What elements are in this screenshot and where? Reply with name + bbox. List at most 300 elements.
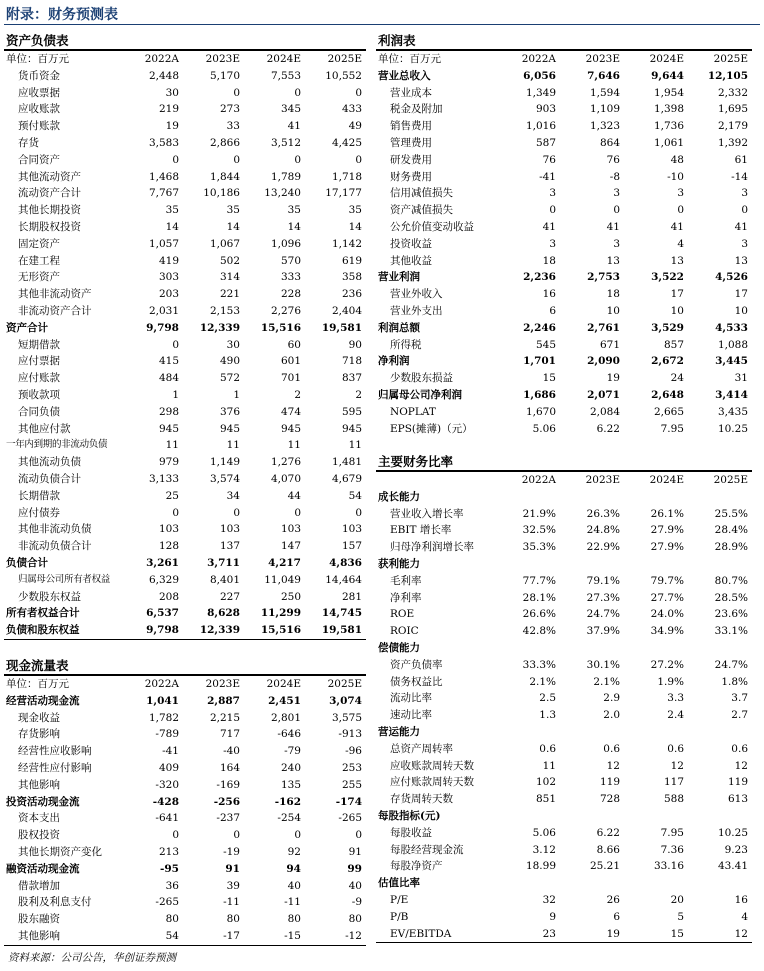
cell-value: 41	[606, 220, 620, 233]
table-row	[4, 387, 366, 404]
cell-value: 701	[280, 372, 301, 385]
table-row	[376, 152, 752, 169]
table-row	[376, 118, 752, 135]
table-row	[376, 522, 752, 539]
cell-value: 43.41	[717, 860, 748, 873]
cell-value: 3	[741, 187, 748, 200]
cell-value: 11,049	[264, 573, 301, 586]
row-label: 长期股权投资	[18, 220, 81, 233]
cell-value: 90	[348, 338, 362, 351]
cell-value: 570	[280, 254, 301, 267]
cell-value: 255	[341, 778, 362, 791]
cell-value: 14,464	[325, 573, 362, 586]
cell-value: 24.7%	[714, 658, 748, 671]
cell-value: 15,516	[260, 321, 301, 334]
balance-sheet-table	[4, 51, 366, 639]
cell-value: 18	[606, 288, 620, 301]
cell-value: 35	[287, 204, 301, 217]
cell-value: 3,574	[209, 472, 240, 485]
row-label: 现金收益	[18, 711, 60, 724]
cell-value: 2.1%	[529, 675, 556, 688]
cell-value: 39	[226, 879, 240, 892]
table-row	[376, 185, 752, 202]
cell-value: 1,349	[525, 86, 556, 99]
cell-value: 6,329	[148, 573, 179, 586]
row-label: EBIT 增长率	[390, 524, 452, 537]
row-label: 长期借款	[18, 489, 60, 502]
cell-value: 250	[280, 590, 301, 603]
income-statement-title: 利润表	[376, 31, 752, 51]
row-label: 短期借款	[18, 338, 60, 351]
cell-value: 34.9%	[650, 625, 684, 638]
cell-value: 0.6	[603, 742, 620, 755]
cell-value: 945	[219, 422, 240, 435]
cell-value: -14	[731, 170, 748, 183]
cell-value: 4	[677, 237, 684, 250]
table-row	[376, 489, 752, 506]
cell-value: 1,718	[331, 170, 362, 183]
table-row	[376, 556, 752, 573]
cell-value: -40	[223, 745, 240, 758]
row-label: 经营性应收影响	[18, 745, 92, 758]
table-row	[4, 555, 366, 572]
cell-value: 213	[158, 845, 179, 858]
cell-value: 0	[355, 86, 362, 99]
cell-value: 92	[287, 845, 301, 858]
cell-value: 1.3	[539, 709, 556, 722]
cell-value: 26.1%	[650, 507, 684, 520]
cell-value: 41	[670, 220, 684, 233]
cell-value: 61	[734, 153, 748, 166]
cell-value	[688, 489, 752, 506]
row-label: 税金及附加	[390, 103, 443, 116]
row-label: 成长能力	[378, 490, 420, 503]
table-row	[376, 758, 752, 775]
table-row	[376, 573, 752, 590]
table-row	[376, 337, 752, 354]
cell-value: 4,070	[270, 472, 301, 485]
cell-value: 76	[542, 153, 556, 166]
row-label: 资本支出	[18, 812, 60, 825]
year-header: 2022A	[521, 53, 556, 65]
cell-value: 3	[549, 237, 556, 250]
cell-value: 595	[341, 405, 362, 418]
cell-value: 333	[280, 271, 301, 284]
cell-value: 601	[280, 355, 301, 368]
cell-value: 10,186	[203, 187, 240, 200]
cell-value: 28.5%	[714, 591, 748, 604]
cell-value: 3,512	[270, 136, 301, 149]
row-label: 非流动资产合计	[18, 304, 92, 317]
table-row	[376, 690, 752, 707]
row-label: 偿债能力	[378, 641, 420, 654]
cell-value: 5.06	[532, 826, 556, 839]
cell-value: 2,448	[148, 69, 179, 82]
cell-value: 60	[287, 338, 301, 351]
cell-value: -79	[284, 745, 301, 758]
cell-value: 2,031	[148, 304, 179, 317]
cell-value: 25.5%	[714, 507, 748, 520]
cell-value: 36	[165, 879, 179, 892]
cell-value: 3	[613, 187, 620, 200]
cell-value: 27.2%	[650, 658, 684, 671]
cell-value: 2,084	[589, 405, 620, 418]
cell-value: 15	[542, 372, 556, 385]
row-label: 归属母公司净利润	[378, 388, 462, 401]
row-label: 估值比率	[378, 877, 420, 890]
ratios-bottom-rule	[376, 942, 752, 943]
cell-value: 9,798	[146, 321, 179, 334]
cell-value: 2	[355, 388, 362, 401]
row-label: 投资收益	[390, 237, 432, 250]
cell-value: 221	[219, 288, 240, 301]
table-row	[4, 303, 366, 320]
cell-value: 16	[734, 893, 748, 906]
cell-value: 28.9%	[714, 541, 748, 554]
cell-value: 314	[219, 271, 240, 284]
cell-value: 14	[348, 220, 362, 233]
cell-value: 6.22	[596, 826, 620, 839]
cell-value: 0	[549, 204, 556, 217]
table-row	[4, 861, 366, 878]
table-row	[376, 724, 752, 741]
table-row	[4, 152, 366, 169]
cell-value	[560, 875, 624, 892]
cell-value: 945	[158, 422, 179, 435]
cell-value: 718	[341, 355, 362, 368]
cell-value: 419	[158, 254, 179, 267]
row-label: 负债和股东权益	[6, 624, 80, 637]
row-label: 归母净利润增长率	[390, 541, 474, 554]
cell-value: 2,866	[209, 136, 240, 149]
table-row	[376, 606, 752, 623]
cell-value: 26.3%	[586, 507, 620, 520]
cell-value: 2,648	[651, 388, 684, 401]
cell-value: 10	[670, 304, 684, 317]
row-label: 营业收入增长率	[390, 507, 464, 520]
ratios-title: 主要财务比率	[376, 452, 752, 472]
cell-value: 2,665	[653, 405, 684, 418]
cell-value: 41	[734, 220, 748, 233]
table-row	[376, 404, 752, 421]
cell-value: 728	[599, 793, 620, 806]
cell-value: 80.7%	[714, 574, 748, 587]
cell-value: 0	[172, 153, 179, 166]
cell-value: 1,398	[653, 103, 684, 116]
row-label: 债务权益比	[390, 675, 443, 688]
cell-value: 3.7	[731, 692, 748, 705]
cell-value: 1,096	[270, 237, 301, 250]
row-label: 每股净资产	[390, 860, 443, 873]
table-row	[376, 657, 752, 674]
cell-value: -789	[155, 728, 179, 741]
cell-value	[496, 808, 560, 825]
cashflow-panel	[4, 656, 366, 946]
cell-value: -11	[284, 896, 301, 909]
cell-value: 1,468	[148, 170, 179, 183]
cell-value: 2,090	[587, 355, 620, 368]
row-label: 存货影响	[18, 728, 60, 741]
cell-value: 25.21	[589, 860, 620, 873]
cell-value: 7.95	[660, 826, 684, 839]
cell-value: 135	[280, 778, 301, 791]
cell-value: 851	[535, 793, 556, 806]
income-statement-panel	[376, 31, 752, 437]
cashflow-title: 现金流量表	[4, 656, 366, 676]
cell-value: 4,217	[268, 556, 301, 569]
table-row	[376, 68, 752, 85]
cell-value: 33.1%	[714, 625, 748, 638]
cell-value: 91	[348, 845, 362, 858]
cell-value	[560, 808, 624, 825]
cell-value: 31	[734, 372, 748, 385]
row-label: 应付票据	[18, 355, 60, 368]
cell-value	[624, 875, 688, 892]
cell-value: -10	[667, 170, 684, 183]
row-label: 研发费用	[390, 153, 432, 166]
cell-value: 24.8%	[586, 524, 620, 537]
row-label: 股利及利息支付	[18, 896, 92, 909]
cell-value: 2.7	[731, 709, 748, 722]
cell-value: 3	[741, 237, 748, 250]
cell-value: 19,581	[321, 624, 362, 637]
cell-value: 26.6%	[522, 608, 556, 621]
cell-value: 1,276	[270, 456, 301, 469]
cell-value: -15	[284, 929, 301, 942]
cell-value: 6,056	[523, 69, 556, 82]
cell-value: 6	[613, 910, 620, 923]
row-label: 应收账款周转天数	[390, 759, 474, 772]
row-label: 营业成本	[390, 86, 432, 99]
cell-value: 4	[741, 910, 748, 923]
table-row	[4, 794, 366, 811]
cell-value: 32	[542, 893, 556, 906]
cell-value	[688, 724, 752, 741]
cell-value: 19	[606, 372, 620, 385]
table-row	[376, 707, 752, 724]
cell-value: 0	[233, 153, 240, 166]
cell-value: 1,061	[653, 136, 684, 149]
cell-value: 10	[734, 304, 748, 317]
table-row	[4, 269, 366, 286]
row-label: 借款增加	[18, 879, 60, 892]
row-label: ROIC	[390, 625, 419, 638]
cell-value: 2,753	[587, 271, 620, 284]
table-row	[4, 810, 366, 827]
cell-value: 11	[348, 439, 362, 452]
cell-value: 358	[341, 271, 362, 284]
cell-value: 0	[613, 204, 620, 217]
cell-value: 3,583	[148, 136, 179, 149]
cell-value: 2.4	[667, 709, 684, 722]
table-row	[4, 693, 366, 710]
cell-value: 5	[677, 910, 684, 923]
cell-value: 18	[542, 254, 556, 267]
table-row	[4, 710, 366, 727]
header-row	[376, 51, 752, 68]
cell-value: 42.8%	[522, 625, 556, 638]
cell-value: 1.9%	[657, 675, 684, 688]
year-header: 2023E	[585, 474, 620, 486]
table-row	[4, 454, 366, 471]
table-row	[376, 808, 752, 825]
cell-value: 0	[355, 506, 362, 519]
row-label: 每股经营现金流	[390, 843, 464, 856]
cell-value: 253	[341, 761, 362, 774]
cell-value: 1,736	[653, 120, 684, 133]
cell-value: 41	[542, 220, 556, 233]
cell-value: 376	[219, 405, 240, 418]
cell-value: 44	[287, 489, 301, 502]
cell-value: 409	[158, 761, 179, 774]
cell-value: 1,594	[589, 86, 620, 99]
cell-value: 945	[280, 422, 301, 435]
cell-value: 7.36	[660, 843, 684, 856]
cell-value: 49	[348, 120, 362, 133]
cell-value: -9	[351, 896, 362, 909]
cell-value: 1,844	[209, 170, 240, 183]
cell-value: 128	[158, 540, 179, 553]
cell-value: 10,552	[325, 69, 362, 82]
cell-value: 6,537	[146, 607, 179, 620]
row-label: 合同负债	[18, 405, 60, 418]
cell-value: 9,798	[146, 624, 179, 637]
cell-value: 94	[286, 862, 301, 875]
cell-value: 13	[734, 254, 748, 267]
cell-value: 14	[287, 220, 301, 233]
table-row	[4, 202, 366, 219]
table-row	[376, 539, 752, 556]
cell-value: 1	[233, 388, 240, 401]
cell-value: 857	[663, 338, 684, 351]
cell-value: 17	[734, 288, 748, 301]
row-label: 存货周转天数	[390, 793, 453, 806]
cell-value: 16	[542, 288, 556, 301]
cell-value: -254	[277, 812, 301, 825]
cell-value: 227	[219, 590, 240, 603]
cell-value: 2,801	[270, 711, 301, 724]
cell-value: 77.7%	[522, 574, 556, 587]
cell-value: 12,339	[199, 321, 240, 334]
row-label: 负债合计	[6, 556, 48, 569]
table-row	[4, 253, 366, 270]
cell-value: 0	[233, 506, 240, 519]
row-label: 流动资产合计	[18, 187, 81, 200]
cell-value: 3,261	[146, 556, 179, 569]
cell-value: 30.1%	[586, 658, 620, 671]
cell-value: -428	[152, 795, 179, 808]
cell-value: 3,414	[715, 388, 748, 401]
cell-value: 2,887	[207, 694, 240, 707]
cell-value: 0	[294, 153, 301, 166]
table-row	[376, 590, 752, 607]
cell-value: 1,016	[525, 120, 556, 133]
cell-value: 219	[158, 103, 179, 116]
cell-value: 1,701	[523, 355, 556, 368]
table-row	[4, 353, 366, 370]
row-label: 净利润	[378, 355, 410, 368]
cell-value: 91	[225, 862, 240, 875]
table-row	[4, 928, 366, 945]
cell-value: 103	[280, 523, 301, 536]
row-label: 预收款项	[18, 388, 60, 401]
cell-value: -162	[274, 795, 301, 808]
cell-value	[496, 724, 560, 741]
table-row	[376, 370, 752, 387]
cell-value: 9	[549, 910, 556, 923]
row-label: EPS(摊薄)（元）	[390, 422, 473, 435]
cell-value	[496, 875, 560, 892]
cell-value: 7.95	[660, 422, 684, 435]
cell-value: 137	[219, 540, 240, 553]
cell-value: 0	[677, 204, 684, 217]
header-row	[4, 51, 366, 68]
table-row	[4, 894, 366, 911]
balance-sheet-title: 资产负债表	[4, 31, 366, 51]
table-row	[376, 674, 752, 691]
cell-value: 717	[219, 728, 240, 741]
row-label: 其他非流动负债	[18, 523, 92, 536]
cell-value: 4,679	[331, 472, 362, 485]
unit-label	[376, 472, 496, 489]
cell-value: -96	[345, 745, 362, 758]
row-label: 无形资产	[18, 271, 60, 284]
cell-value: -174	[335, 795, 362, 808]
cell-value: 32.5%	[522, 524, 556, 537]
row-label: 所得税	[390, 338, 422, 351]
cell-value: 6	[549, 304, 556, 317]
table-row	[4, 437, 366, 454]
cell-value: 1,695	[717, 103, 748, 116]
cell-value: 11	[542, 759, 556, 772]
cell-value: 0	[741, 204, 748, 217]
cell-value: 1,481	[331, 456, 362, 469]
cell-value: 587	[535, 136, 556, 149]
year-header: 2023E	[205, 678, 240, 690]
row-label: 少数股东损益	[390, 372, 453, 385]
cell-value: 157	[341, 540, 362, 553]
cell-value: 21.9%	[522, 507, 556, 520]
table-row	[4, 538, 366, 555]
cell-value: 2,761	[587, 321, 620, 334]
cell-value: 20	[670, 893, 684, 906]
cell-value: 24	[670, 372, 684, 385]
table-row	[376, 858, 752, 875]
table-row	[376, 926, 752, 943]
cell-value: 415	[158, 355, 179, 368]
cell-value: 545	[535, 338, 556, 351]
cell-value	[560, 724, 624, 741]
row-label: 货币资金	[18, 69, 60, 82]
cell-value: 54	[165, 929, 179, 942]
cell-value: 588	[663, 793, 684, 806]
cell-value: 99	[347, 862, 362, 875]
cell-value: 27.9%	[650, 541, 684, 554]
cell-value: -320	[155, 778, 179, 791]
cell-value: 1,088	[717, 338, 748, 351]
cell-value: 0	[233, 86, 240, 99]
cell-value: 12,339	[199, 624, 240, 637]
cell-value: 7,646	[587, 69, 620, 82]
cell-value: 34	[226, 489, 240, 502]
cell-value: 3.3	[667, 692, 684, 705]
table-row	[376, 101, 752, 118]
row-label: 速动比率	[390, 709, 432, 722]
header-row	[376, 472, 752, 489]
table-row	[4, 471, 366, 488]
cell-value: 19	[606, 927, 620, 940]
cell-value: 4,533	[715, 321, 748, 334]
